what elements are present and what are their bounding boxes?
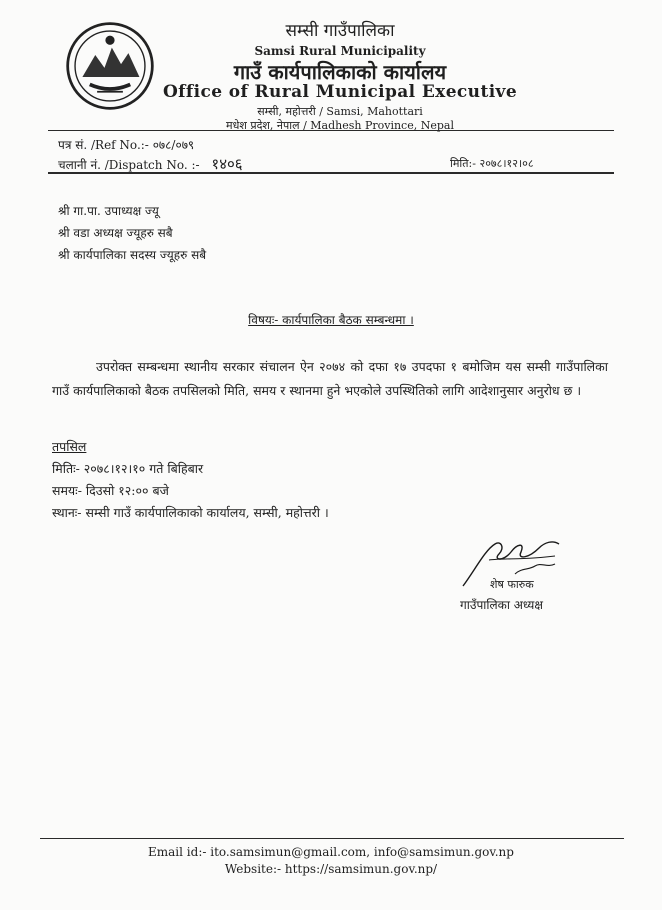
office-address: सम्सी, महोत्तरी / Samsi, Mahottari [257,105,423,118]
municipality-name-nepali: सम्सी गाउँपालिका [285,21,395,41]
recipient-list [58,200,206,266]
dispatch-value: १४०६ [211,155,243,173]
reference-divider [48,172,614,174]
letter-body: उपरोक्त सम्बन्धमा स्थानीय सरकार संचालन ऐन २०७४ को दफा १७ उपदफा १ बमोजिम यस सम्सी गाउँपालिका गाउँ कार्यपालिकाको बैठक तपसिलको मिति, समय र स्थानमा हुने भएकोले उपस्थितिको लागि आदेशानुसार अनुरोध छ । [52,359,608,398]
office-name-nepali: गाउँ कार्यपालिकाको कार्यालय [233,60,447,84]
date-value: २०७८।१२।०८ [479,157,534,170]
details-heading: तपसिल [52,439,87,454]
ref-value: ०७८/०७९ [152,138,195,152]
signatory-title: गाउँपालिका अध्यक्ष [460,598,543,612]
signatory-name: शेष फारुक [490,578,534,591]
meeting-time: समयः- दिउसो १२:०० बजे [52,483,169,498]
subject-line [0,311,662,328]
letter-date [450,156,534,171]
office-province: मधेश प्रदेश, नेपाल / Madhesh Province, Nepal [226,119,454,132]
subject-text: विषयः- कार्यपालिका बैठक सम्बन्धमा । [248,313,414,327]
office-name-english: Office of Rural Municipal Executive [162,82,518,102]
meeting-details [52,436,329,524]
dispatch-label: चलानी नं. /Dispatch No. :- [58,158,200,172]
recipient-item: श्री कार्यपालिका सदस्य ज्यूहरु सबै [58,248,207,262]
reference-number [58,136,194,153]
meeting-date: मितिः- २०७८।१२।१० गते बिहिबार [52,461,204,476]
date-label: मिति:- [450,157,476,170]
footer-website: Website:- https://samsimun.gov.np/ [224,862,438,876]
dispatch-number [58,154,243,174]
ref-label: पत्र सं. /Ref No.:- [58,138,149,152]
recipient-item: श्री गा.पा. उपाध्यक्ष ज्यू [58,204,159,218]
footer-email: Email id:- ito.samsimun@gmail.com, info@samsimun.gov.np [148,845,514,859]
footer-divider [40,838,624,839]
municipality-name-english: Samsi Rural Municipality [254,44,426,58]
header-divider [48,130,614,131]
recipient-item: श्री वडा अध्यक्ष ज्यूहरु सबै [58,226,173,240]
meeting-place: स्थानः- सम्सी गाउँ कार्यपालिकाको कार्यालय, सम्सी, महोत्तरी । [52,505,329,520]
